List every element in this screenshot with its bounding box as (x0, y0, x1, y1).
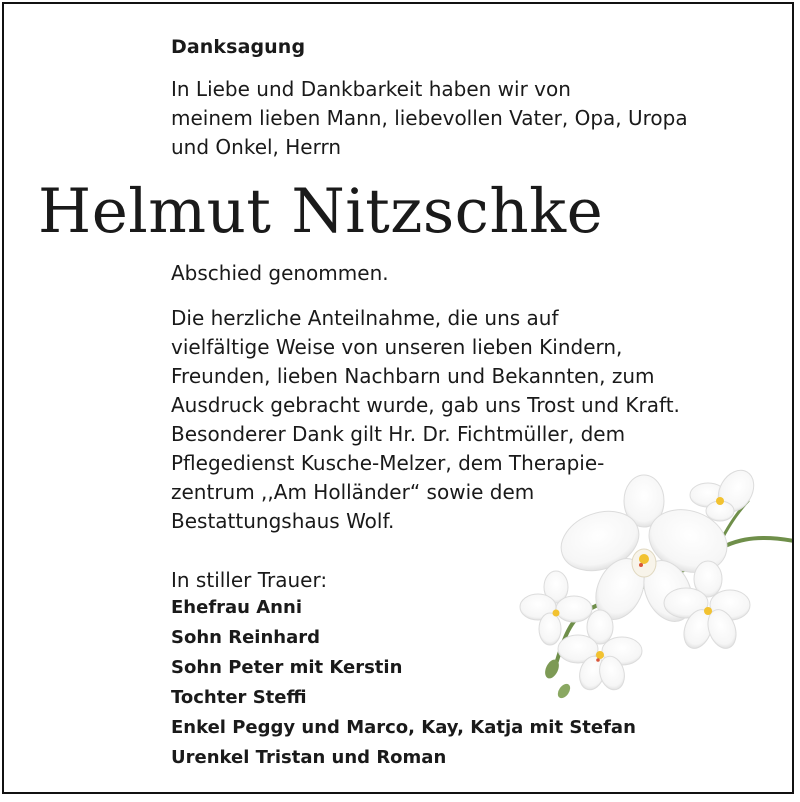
thanks-line: Freunden, lieben Nachbarn und Bekannten, zum (171, 364, 655, 388)
notice-heading: Danksagung (171, 36, 306, 58)
intro-line: In Liebe und Dankbarkeit haben wir von (171, 77, 571, 101)
deceased-name: Helmut Nitzschke (38, 176, 604, 247)
thanks-line: Bestattungshaus Wolf. (171, 509, 395, 533)
thanks-line: Besonderer Dank gilt Hr. Dr. Fichtmüller, dem (171, 422, 626, 446)
mourner-entry: Urenkel Tristan und Roman (171, 747, 447, 768)
farewell-text: Abschied genommen. (171, 261, 389, 285)
intro-line: meinem lieben Mann, liebevollen Vater, Opa, Uropa (171, 106, 688, 130)
thanks-line: Ausdruck gebracht wurde, gab uns Trost und Kraft. (171, 393, 680, 417)
thanks-line: Pflegedienst Kusche-Melzer, dem Therapie- (171, 451, 605, 475)
mourner-entry: Tochter Steffi (171, 687, 307, 708)
intro-text (171, 75, 771, 162)
mourner-entry: Ehefrau Anni (171, 597, 302, 618)
mourner-entry: Sohn Peter mit Kerstin (171, 657, 403, 678)
thanks-line: Die herzliche Anteilnahme, die uns auf (171, 306, 559, 330)
mourning-label: In stiller Trauer: (171, 568, 328, 592)
thanks-line: vielfältige Weise von unseren lieben Kindern, (171, 335, 623, 359)
intro-line: und Onkel, Herrn (171, 135, 342, 159)
mourner-entry: Enkel Peggy und Marco, Kay, Katja mit Stefan (171, 717, 636, 738)
orchid-icon (516, 459, 794, 709)
mourner-entry: Sohn Reinhard (171, 627, 321, 648)
thanks-line: zentrum ,,Am Holländer“ sowie dem (171, 480, 535, 504)
obituary-card (2, 2, 794, 794)
